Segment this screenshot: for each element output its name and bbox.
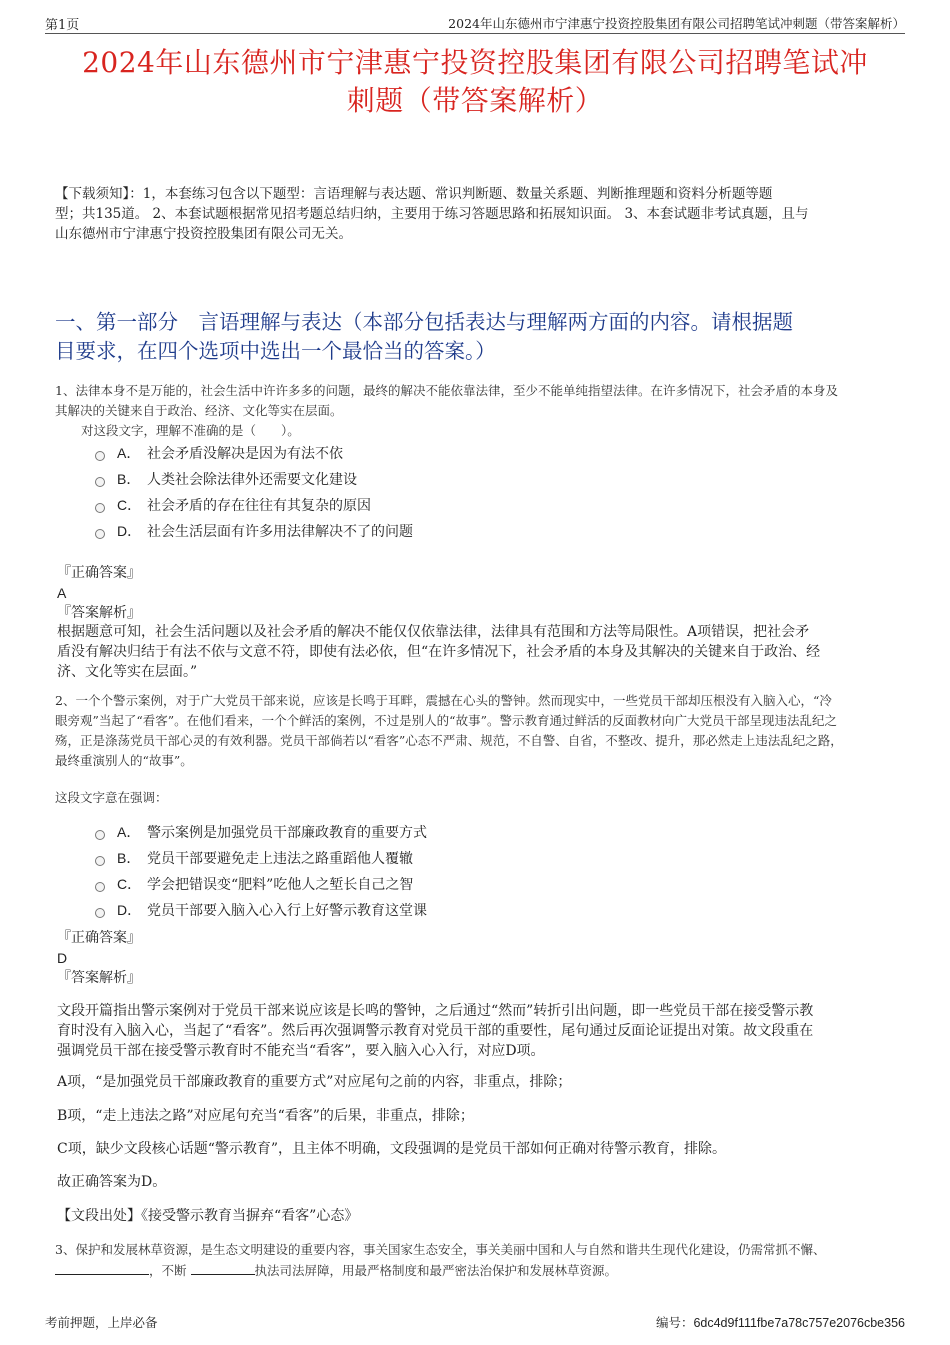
section-heading-line: 目要求，在四个选项中选出一个最恰当的答案。） bbox=[55, 339, 496, 363]
question-1-stem bbox=[55, 381, 905, 441]
question-prompt: 对这段文字，理解不准确的是（ ）。 bbox=[81, 423, 300, 438]
question-text-line: 殇，正是涤荡党员干部心灵的有效利器。党员干部倘若以“看客”心态不严肃、规范，不自警、自省，不整改、提升，那必然走上违法乱纪之路， bbox=[55, 733, 843, 748]
radio-icon[interactable] bbox=[95, 856, 105, 866]
radio-icon[interactable] bbox=[95, 908, 105, 918]
question-2-analysis bbox=[57, 1001, 898, 1061]
question-3-stem bbox=[55, 1240, 905, 1281]
question-2-stem bbox=[55, 691, 905, 771]
question-1-answer bbox=[57, 563, 905, 623]
analysis-line: 文段开篇指出警示案例对于党员干部来说应该是长鸣的警钟，之后通过“然而”转折引出问题，即一些党员干部在接受警示教 bbox=[57, 1003, 814, 1019]
footer-code-label: 编号： bbox=[655, 1315, 694, 1330]
question-text-fragment: ，不断 bbox=[149, 1263, 187, 1278]
option-letter: B． bbox=[117, 850, 141, 866]
option-text: 人类社会除法律外还需要文化建设 bbox=[147, 472, 357, 488]
answer-label: 『正确答案』 bbox=[57, 565, 141, 581]
question-1-analysis bbox=[57, 622, 898, 682]
question-2-answer bbox=[57, 928, 905, 988]
notice-line: 型；共135道。 2、本套试题根据常见招考题总结归纳，主要用于练习答题思路和拓展知识面。 3、本套试题非考试真题，且与 bbox=[55, 206, 809, 222]
footer-code bbox=[656, 1313, 905, 1331]
answer-value: A bbox=[57, 585, 67, 601]
option-letter: A． bbox=[117, 445, 141, 461]
radio-icon[interactable] bbox=[95, 477, 105, 487]
section-heading-line: 一、第一部分 言语理解与表达（本部分包括表达与理解两方面的内容。请根据题 bbox=[55, 310, 793, 334]
option-letter: A． bbox=[117, 824, 141, 840]
question-2-prompt: 这段文字意在强调： bbox=[55, 790, 168, 805]
option-letter: D． bbox=[117, 902, 142, 918]
option-c[interactable] bbox=[95, 492, 905, 518]
radio-icon[interactable] bbox=[95, 882, 105, 892]
option-text: 学会把错误变“肥料”吃他人之堑长自己之智 bbox=[147, 877, 414, 893]
analysis-line: 育时没有入脑入心，当起了“看客”。然后再次强调警示教育对党员干部的重要性，尾句通过反面论证提出对策。故文段重在 bbox=[57, 1023, 814, 1039]
question-text-line bbox=[55, 1260, 905, 1281]
header-divider bbox=[45, 33, 905, 34]
question-1-options bbox=[95, 440, 905, 544]
title-line-1: 2024年山东德州市宁津惠宁投资控股集团有限公司招聘笔试冲 bbox=[82, 46, 868, 79]
analysis-option-b: B项，“走上违法之路”对应尾句充当“看客”的后果，非重点，排除； bbox=[57, 1108, 474, 1124]
fill-blank-2[interactable] bbox=[191, 1260, 255, 1275]
option-letter: B． bbox=[117, 471, 141, 487]
notice-line: 山东德州市宁津惠宁投资控股集团有限公司无关。 bbox=[55, 226, 352, 242]
analysis-conclusion: 故正确答案为D。 bbox=[57, 1174, 167, 1190]
analysis-line: 盾没有解决归结于有法不依与文意不符，即使有法必依，但“在许多情况下，社会矛盾的本身及其解决的关键来自于政治、经 bbox=[57, 644, 821, 660]
option-d[interactable] bbox=[95, 518, 905, 544]
question-text-fragment: 执法司法屏障，用最严格制度和最严密法治保护和发展林草资源。 bbox=[254, 1263, 618, 1278]
footer-slogan: 考前押题，上岸必备 bbox=[45, 1315, 158, 1330]
answer-value: D bbox=[57, 950, 68, 966]
question-text-line: 其解决的关键来自于政治、经济、文化等实在层面。 bbox=[55, 403, 343, 418]
section-heading bbox=[55, 308, 905, 366]
option-text: 党员干部要入脑入心入行上好警示教育这堂课 bbox=[147, 903, 427, 919]
analysis-option-c: C项，缺少文段核心话题“警示教育”，且主体不明确，文段强调的是党员干部如何正确对待警示教育，排除。 bbox=[57, 1141, 727, 1157]
option-d[interactable] bbox=[95, 897, 905, 923]
download-notice bbox=[55, 184, 900, 244]
analysis-option-a: A项，“是加强党员干部廉政教育的重要方式”对应尾句之前的内容，非重点，排除； bbox=[57, 1074, 572, 1090]
analysis-line: 济、文化等实在层面。” bbox=[57, 664, 198, 680]
option-letter: C． bbox=[117, 497, 142, 513]
option-a[interactable] bbox=[95, 440, 905, 466]
question-text-line: 最终重演别人的“故事”。 bbox=[55, 753, 193, 768]
option-text: 社会矛盾的存在往往有其复杂的原因 bbox=[147, 498, 371, 514]
option-text: 警示案例是加强党员干部廉政教育的重要方式 bbox=[147, 825, 427, 841]
option-b[interactable] bbox=[95, 845, 905, 871]
answer-label: 『正确答案』 bbox=[57, 930, 141, 946]
question-text-line: 1、法律本身不是万能的，社会生活中许许多多的问题，最终的解决不能依靠法律，至少不能单纯指望法律。在许多情况下，社会矛盾的本身及 bbox=[55, 383, 838, 398]
option-letter: D． bbox=[117, 523, 142, 539]
analysis-line: 根据题意可知，社会生活问题以及社会矛盾的解决不能仅仅依靠法律，法律具有范围和方法等局限性。A项错误，把社会矛 bbox=[57, 624, 810, 640]
radio-icon[interactable] bbox=[95, 503, 105, 513]
radio-icon[interactable] bbox=[95, 529, 105, 539]
option-letter: C． bbox=[117, 876, 142, 892]
text-source: 【文段出处】《接受警示教育当摒弃“看客”心态》 bbox=[57, 1208, 359, 1224]
analysis-label: 『答案解析』 bbox=[57, 605, 141, 621]
footer-code-value: 6dc4d9f111fbe7a78c757e2076cbe356 bbox=[693, 1316, 905, 1330]
question-2-options bbox=[95, 819, 905, 923]
analysis-line: 强调党员干部在接受警示教育时不能充当“看客”，要入脑入心入行，对应D项。 bbox=[57, 1043, 545, 1059]
question-text-line: 眼旁观”当起了“看客”。在他们看来，一个个鲜活的案例，不过是别人的“故事”。警示教育通过鲜活的反面教材向广大党员干部呈现违法乱纪之 bbox=[55, 713, 837, 728]
title-line-2: 刺题（带答案解析） bbox=[346, 84, 604, 117]
option-c[interactable] bbox=[95, 871, 905, 897]
fill-blank-1[interactable] bbox=[55, 1260, 149, 1275]
option-text: 社会矛盾没解决是因为有法不依 bbox=[147, 446, 343, 462]
question-text-line: 3、保护和发展林草资源，是生态文明建设的重要内容，事关国家生态安全，事关美丽中国和人与自然和谐共生现代化建设，仍需常抓不懈、 bbox=[55, 1242, 826, 1257]
radio-icon[interactable] bbox=[95, 830, 105, 840]
question-text-line: 2、一个个警示案例，对于广大党员干部来说，应该是长鸣于耳畔，震撼在心头的警钟。然而现实中，一些党员干部却压根没有入脑入心，“冷 bbox=[55, 693, 832, 708]
page-title bbox=[40, 44, 910, 120]
radio-icon[interactable] bbox=[95, 451, 105, 461]
option-a[interactable] bbox=[95, 819, 905, 845]
page-number: 第1页 bbox=[45, 18, 80, 33]
header-doc-title: 2024年山东德州市宁津惠宁投资控股集团有限公司招聘笔试冲刺题（带答案解析） bbox=[448, 16, 905, 31]
option-text: 社会生活层面有许多用法律解决不了的问题 bbox=[147, 524, 413, 540]
analysis-label: 『答案解析』 bbox=[57, 970, 141, 986]
notice-line: 【下载须知】：1，本套练习包含以下题型：言语理解与表达题、常识判断题、数量关系题、判断推理题和资料分析题等题 bbox=[55, 186, 773, 202]
option-b[interactable] bbox=[95, 466, 905, 492]
option-text: 党员干部要避免走上违法之路重蹈他人覆辙 bbox=[147, 851, 413, 867]
